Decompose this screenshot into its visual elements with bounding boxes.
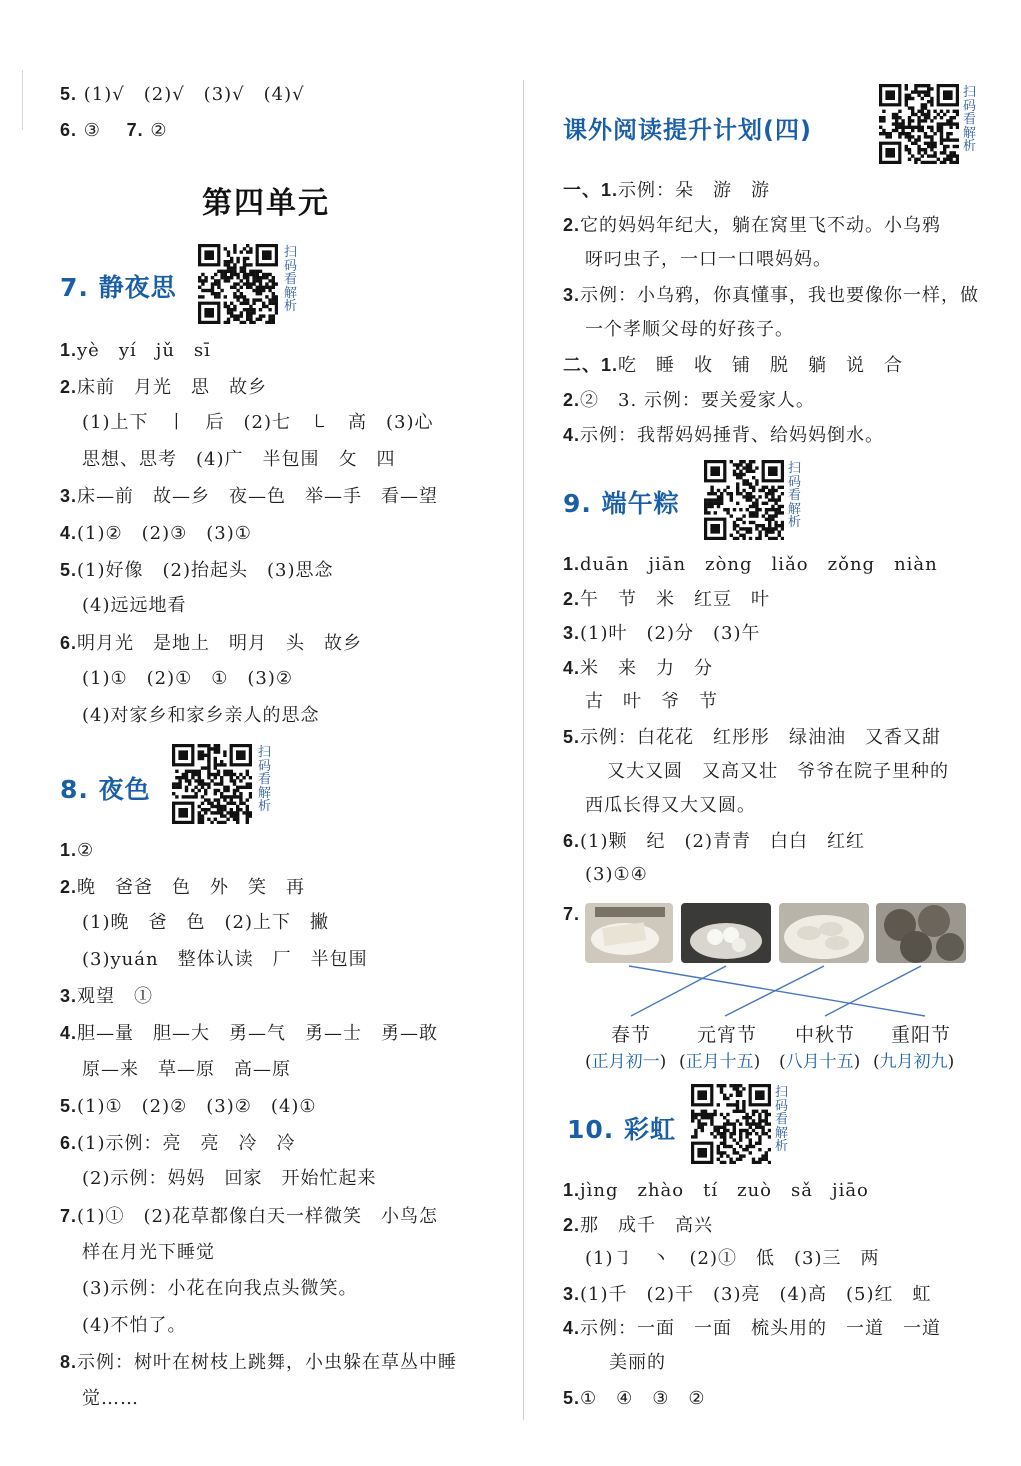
answer-line: 3.观望 ①	[60, 986, 154, 1008]
answer-line: 6.明月光 是地上 明月 头 故乡	[60, 632, 363, 654]
column-divider	[523, 80, 524, 1420]
food-photo-zongzi	[585, 903, 673, 963]
answer-line: 呀叼虫子，一口一口喂妈妈。	[585, 249, 832, 270]
match-line	[825, 966, 921, 1016]
answer-line: (4)对家乡和家乡亲人的思念	[82, 705, 320, 726]
festival-name: 元宵节	[697, 1024, 758, 1046]
answer-line: 4.示例：我帮妈妈捶背、给妈妈倒水。	[563, 425, 885, 446]
margin-line	[22, 70, 23, 130]
answer-line: (1)① (2)① ① (3)②	[82, 668, 294, 690]
match-line	[725, 966, 824, 1016]
answer-line: 2.床前 月光 思 故乡	[60, 376, 268, 398]
scan-hint: 扫码看解析	[788, 461, 802, 530]
answer-line: 二、1.吃 睡 收 铺 脱 躺 说 合	[563, 355, 904, 376]
scan-hint: 扫码看解析	[284, 245, 298, 314]
scan-hint: 扫码看解析	[963, 85, 977, 154]
answer-line: 1.yè yí jǔ sī	[60, 340, 211, 361]
answer-line: 2.午 节 米 红豆 叶	[563, 588, 771, 610]
answer-line: 6.(1)示例：亮 亮 冷 冷	[60, 1132, 296, 1154]
answer-line: (1)晚 爸 色 (2)上下 撇	[82, 912, 329, 934]
answer-line: 思想、思考 (4)广 半包围 攵 四	[82, 448, 396, 470]
answer-line: 2.它的妈妈年纪大，躺在窝里飞不动。小乌鸦	[563, 215, 942, 236]
answer-line: 7.	[563, 904, 581, 924]
answer-line: 5. (1)√ (2)√ (3)√ (4)√	[60, 84, 305, 105]
answer-line: 5.① ④ ③ ②	[563, 1387, 706, 1409]
answer-line: 3.(1)千 (2)干 (3)亮 (4)高 (5)红 虹	[563, 1283, 932, 1305]
qr-code-icon[interactable]	[172, 744, 252, 824]
answer-line: 2.那 成千 高兴	[563, 1214, 714, 1236]
answer-line: 1.jìng zhào tí zuò sǎ jiāo	[563, 1180, 869, 1201]
festival-date: (九月初九)	[873, 1052, 955, 1072]
answer-line: 又大又圆 又高又壮 爷爷在院子里种的	[607, 760, 949, 782]
answer-line: 8.示例：树叶在树枝上跳舞，小虫躲在草丛中睡	[60, 1352, 458, 1374]
answer-line: 原—来 草—原 高—原	[82, 1058, 291, 1080]
answer-line: (1)上下 丨 后 (2)七 ㇄ 高 (3)心	[82, 412, 434, 434]
qr-code-icon[interactable]	[198, 244, 278, 324]
lesson-title: 10. 彩虹	[567, 1115, 676, 1144]
answer-line: 4.胆—量 胆—大 勇—气 勇—士 勇—敢	[60, 1023, 439, 1044]
answer-line: 美丽的	[609, 1352, 666, 1373]
answer-line: (2)示例：妈妈 回家 开始忙起来	[82, 1168, 377, 1190]
answer-line: 6.(1)颗 纪 (2)青青 白白 红红	[563, 830, 866, 852]
answer-line: 一、1.示例：朵 游 游	[563, 180, 771, 201]
reading-plan-title: 课外阅读提升计划(四)	[563, 116, 812, 144]
answer-line: (3)yuán 整体认读 厂 半包围	[82, 948, 368, 970]
answer-line: 6. ③ 7. ②	[60, 120, 168, 141]
lesson-title: 7. 静夜思	[60, 273, 177, 302]
answer-line: 样在月光下睡觉	[82, 1241, 215, 1263]
festival-name: 春节	[611, 1024, 652, 1046]
answer-line: 3.示例：小乌鸦，你真懂事，我也要像你一样，做	[563, 285, 980, 306]
answer-line: 西瓜长得又大又圆。	[585, 795, 756, 817]
festival-name: 中秋节	[795, 1024, 856, 1046]
answer-line: 5.示例：白花花 红彤彤 绿油油 又香又甜	[563, 727, 942, 748]
food-photo-tangyuan	[681, 903, 771, 963]
answer-line: 4.米 来 力 分	[563, 657, 714, 679]
answer-line: (3)示例：小花在向我点头微笑。	[82, 1278, 358, 1300]
scan-hint: 扫码看解析	[258, 745, 272, 814]
answer-line: 5.(1)① (2)② (3)② (4)①	[60, 1096, 317, 1118]
answer-line: (1)㇆ 丶 (2)① 低 (3)三 两	[585, 1248, 880, 1270]
answer-line: 2.晚 爸爸 色 外 笑 再	[60, 876, 306, 898]
answer-line: 一个孝顺父母的好孩子。	[585, 319, 794, 340]
match-line	[629, 966, 925, 1016]
answer-line: 古 叶 爷 节	[585, 691, 718, 713]
qr-code-icon[interactable]	[879, 84, 959, 164]
answer-line: (3)①④	[585, 864, 648, 886]
qr-code-icon[interactable]	[691, 1084, 771, 1164]
answer-line: (4)远远地看	[82, 595, 187, 617]
lesson-title: 8. 夜色	[60, 775, 151, 804]
answer-line: 3.(1)叶 (2)分 (3)午	[563, 623, 761, 645]
food-photo-mooncakes	[876, 903, 966, 963]
matching-lines	[563, 960, 983, 1020]
match-line	[631, 966, 726, 1016]
answer-line: 2.② 3. 示例：要关爱家人。	[563, 390, 815, 411]
answer-line: 5.(1)好像 (2)抬起头 (3)思念	[60, 559, 334, 581]
answer-line: 1.②	[60, 840, 95, 861]
festival-date: (正月初一)	[585, 1052, 667, 1072]
answer-line: 觉……	[82, 1388, 139, 1409]
answer-line: 7.(1)① (2)花草都像白天一样微笑 小鸟怎	[60, 1206, 439, 1227]
qr-code-icon[interactable]	[704, 460, 784, 540]
answer-line: 1.duān jiān zòng liǎo zǒng niàn	[563, 554, 938, 575]
unit-title: 第四单元	[202, 186, 330, 221]
festival-name: 重阳节	[891, 1024, 952, 1046]
festival-date: (八月十五)	[779, 1052, 861, 1072]
food-photo-dumplings	[779, 903, 869, 963]
answer-line: 3.床—前 故—乡 夜—色 举—手 看—望	[60, 486, 439, 508]
answer-line: (4)不怕了。	[82, 1314, 187, 1336]
festival-date: (正月十五)	[679, 1052, 761, 1072]
answer-line: 4.(1)② (2)③ (3)①	[60, 523, 252, 544]
answer-line: 4.示例：一面 一面 梳头用的 一道 一道	[563, 1318, 942, 1340]
lesson-title: 9. 端午粽	[563, 489, 680, 518]
scan-hint: 扫码看解析	[775, 1085, 789, 1154]
